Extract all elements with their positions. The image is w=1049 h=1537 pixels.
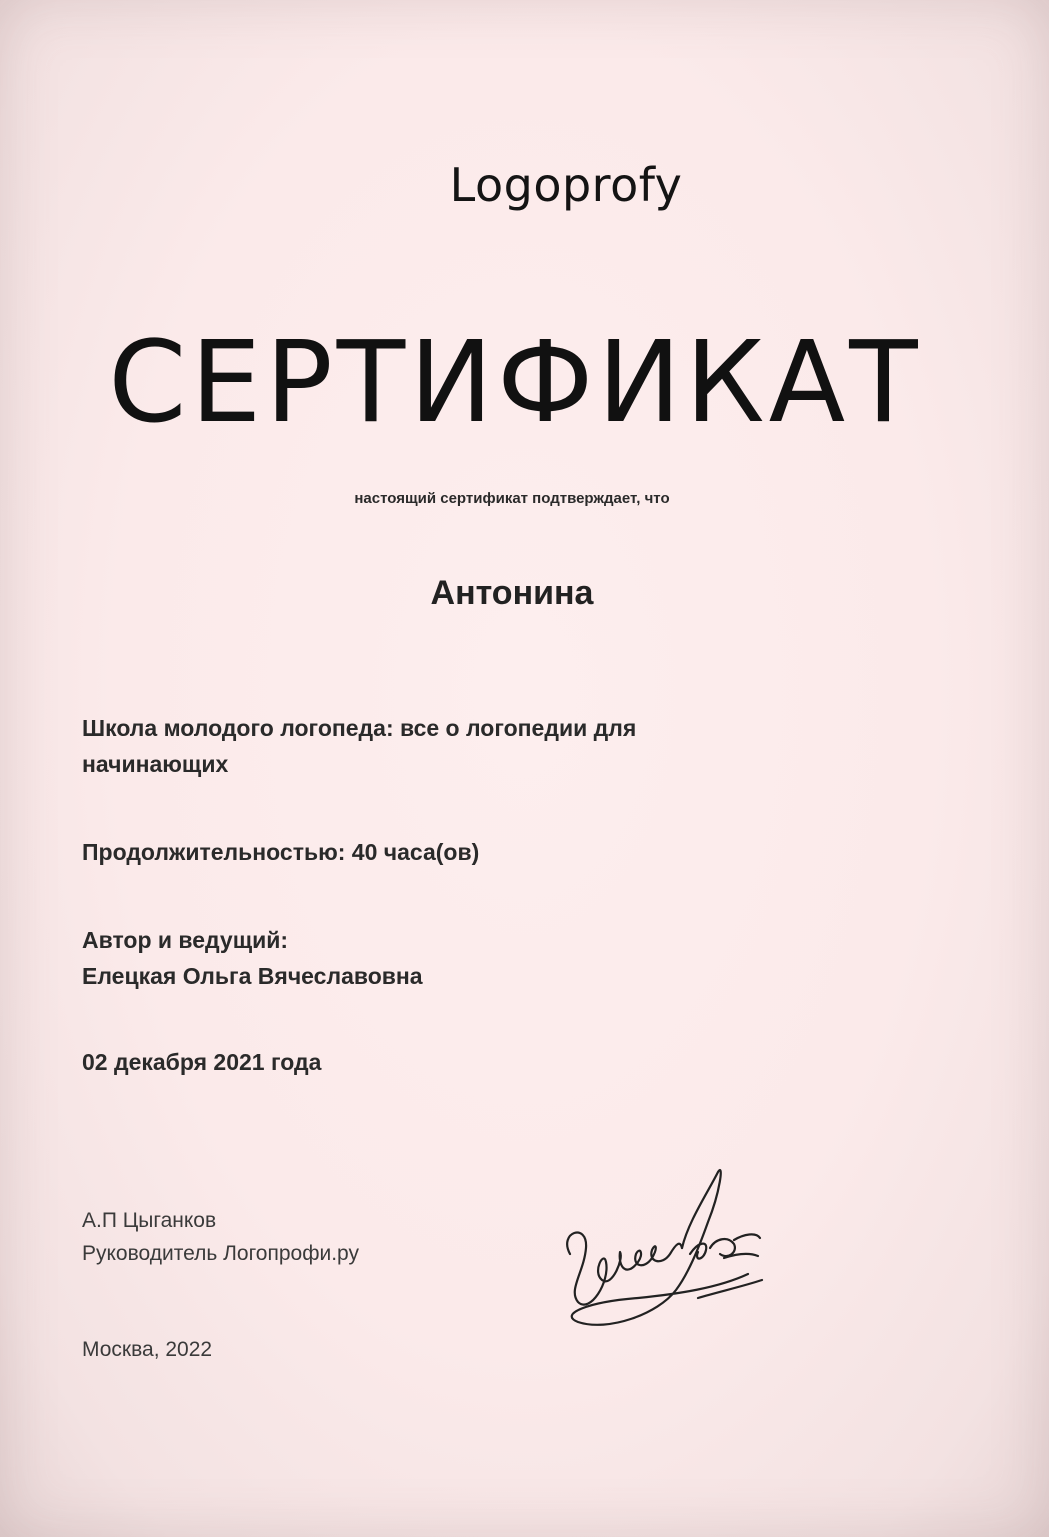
issue-date: 02 декабря 2021 года bbox=[82, 1049, 322, 1075]
certificate-title: СЕРТИФИКАТ bbox=[108, 318, 922, 448]
brand-logo: Logoprofy bbox=[449, 158, 683, 212]
course-duration: Продолжительностью: 40 часа(ов) bbox=[82, 839, 480, 865]
signer-role: Руководитель Логопрофи.ру bbox=[82, 1242, 359, 1265]
author-name: Елецкая Ольга Вячеславовна bbox=[82, 963, 423, 989]
recipient-name: Антонина bbox=[430, 574, 594, 612]
confirmation-text: настоящий сертификат подтверждает, что bbox=[354, 490, 670, 507]
author-label: Автор и ведущий: bbox=[82, 927, 289, 953]
signature-image bbox=[548, 1162, 768, 1342]
course-title: Школа молодого логопеда: все о логопедии для начинающих bbox=[82, 715, 637, 777]
signer-block bbox=[82, 1204, 359, 1270]
city-year: Москва, 2022 bbox=[82, 1338, 213, 1361]
signer-name: А.П Цыганков bbox=[82, 1209, 217, 1232]
author-section bbox=[82, 922, 423, 994]
